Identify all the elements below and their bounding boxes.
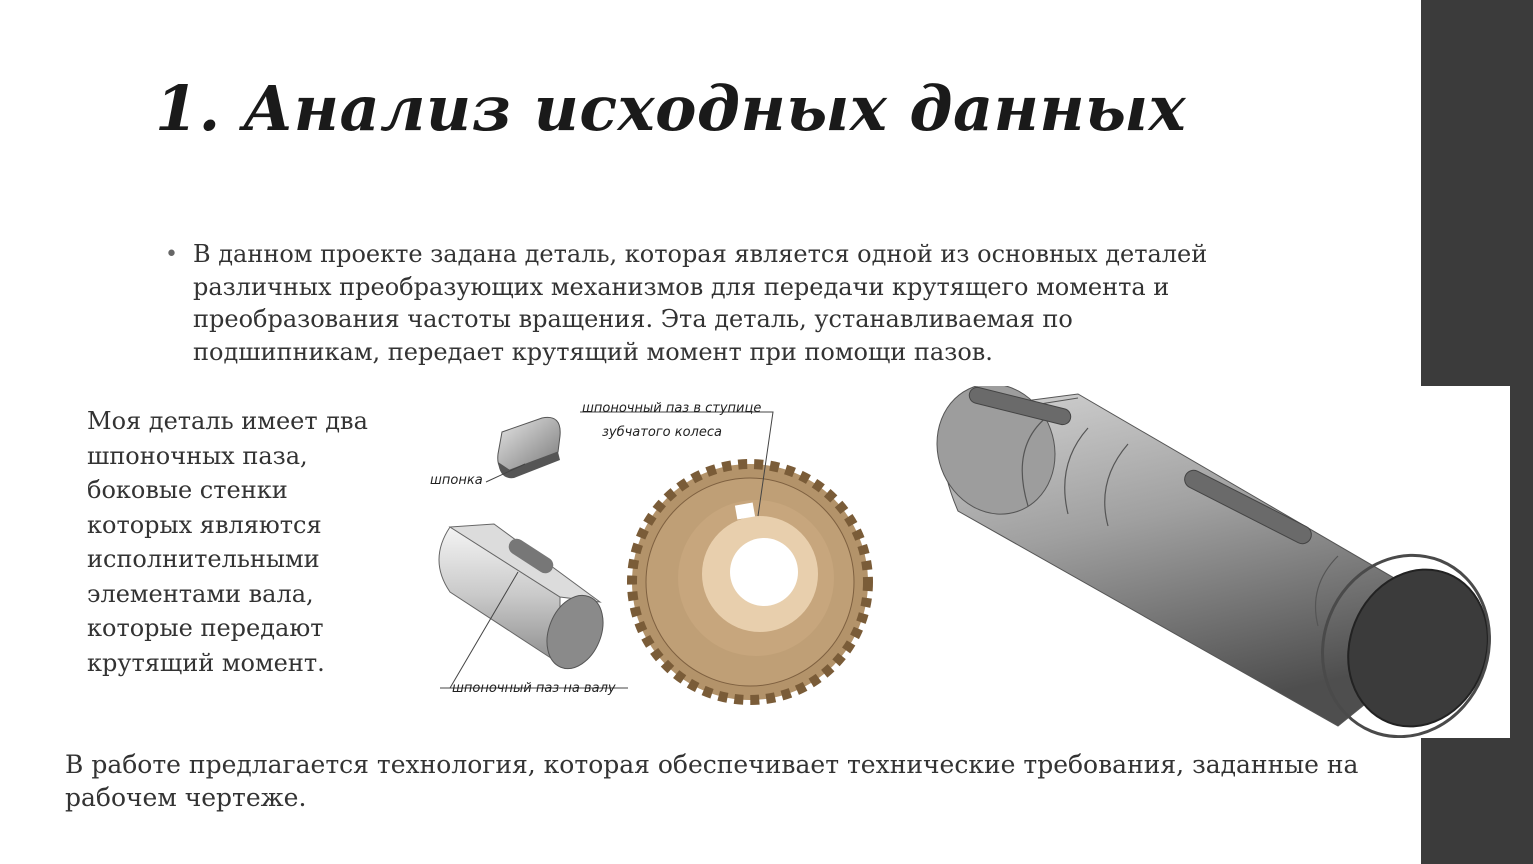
bullet-icon: • bbox=[165, 242, 178, 267]
bottom-text: В работе предлагается технология, которая обеспечивает технические требования, заданные на рабочем чертеже. bbox=[65, 750, 1359, 812]
hub-slot-label-line2: зубчатого колеса bbox=[602, 425, 722, 440]
bullet-block bbox=[165, 238, 1225, 396]
bullet-text: В данном проекте задана деталь, которая является одной из основных деталей различных преобразующих механизмов для передачи крутящего момента и преобразования частоты вращения. Эта деталь, устанавливаемая по подшипникам, передает крутящий момент при помощи пазов. bbox=[193, 240, 1208, 366]
shaft-cylinder bbox=[439, 524, 613, 677]
key-label: шпонка bbox=[430, 473, 483, 488]
side-text: Моя деталь имеет два шпоночных паза, боковые стенки которых являются исполнительными элементами вала, которые передают крутящий момент. bbox=[87, 404, 397, 680]
shaft-slot-label: шпоночный паз на валу bbox=[452, 681, 616, 696]
slide-title: 1. Анализ исходных данных bbox=[155, 72, 1187, 145]
key-part bbox=[498, 417, 560, 478]
shaft-render bbox=[928, 386, 1510, 738]
hub-slot-label-line1: шпоночный паз в ступице bbox=[582, 401, 762, 416]
keyway-illustration bbox=[410, 392, 880, 712]
gear-part bbox=[632, 464, 868, 700]
